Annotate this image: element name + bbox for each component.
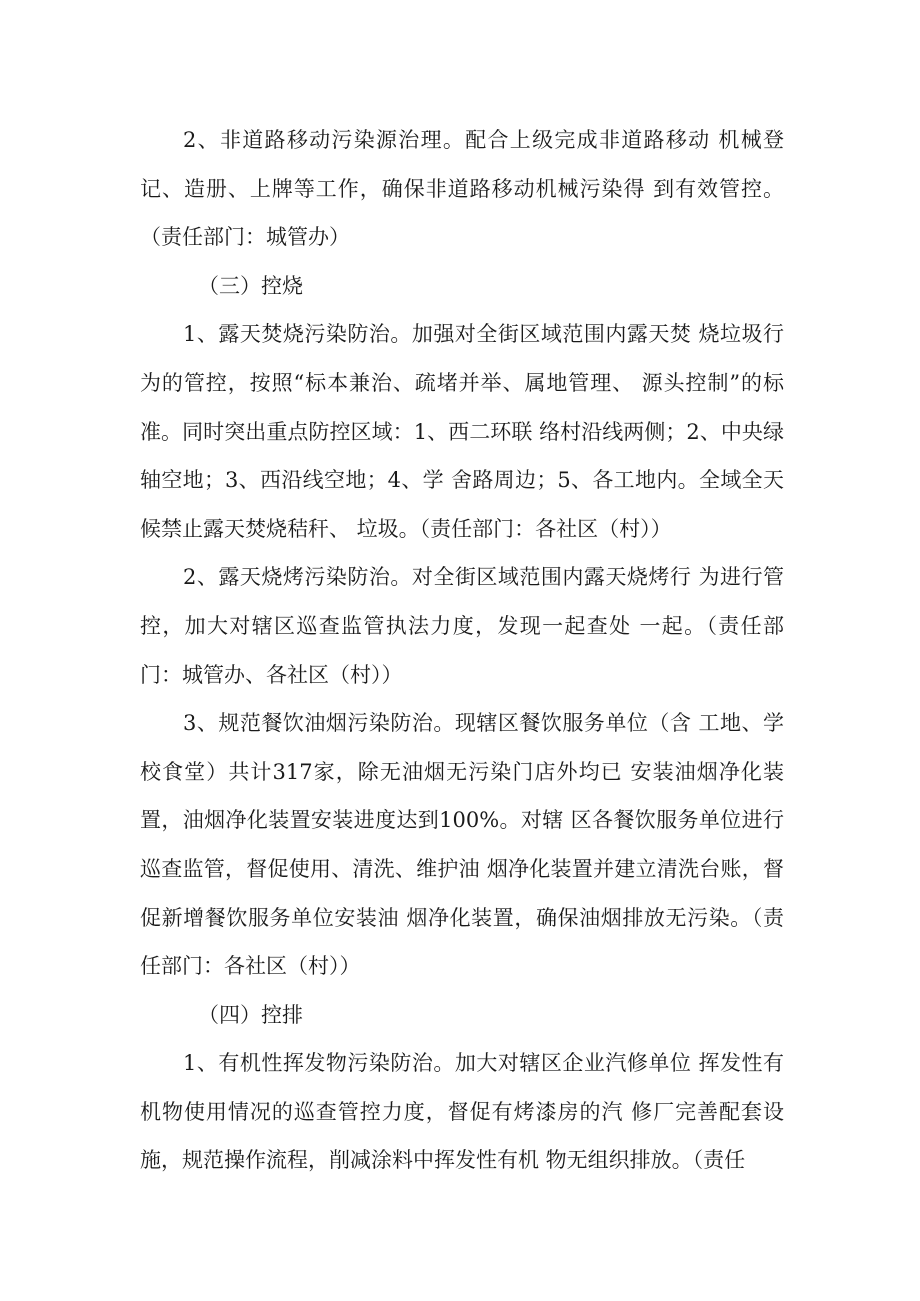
section-heading-control-emissions: （四）控排: [198, 1002, 303, 1027]
paragraph-open-burning: 1、露天焚烧污染防治。加强对全街区域范围内露天焚 烧垃圾行为的管控，按照“标本兼治、疏堵并举、属地管理、 源头控制”的标准。同时突出重点防控区域：1、西二环联 络村沿线两侧；2、中央绿轴空地；3、西沿线空地；4、学 舍路周边；5、各工地内。全域全天候禁止露天焚烧秸秆、 垃圾。（责任部门：各社区（村））: [140, 322, 784, 541]
section-heading-control-burning: （三）控烧: [198, 273, 303, 298]
paragraph-non-road-mobile: 2、非道路移动污染源治理。配合上级完成非道路移动 机械登记、造册、上牌等工作，确保非道路移动机械污染得 到有效管控。（责任部门：城管办）: [140, 128, 784, 250]
paragraph-open-bbq: 2、露天烧烤污染防治。对全街区域范围内露天烧烤行 为进行管控，加大对辖区巡查监管执法力度，发现一起查处 一起。（责任部门：城管办、各社区（村））: [140, 565, 784, 687]
paragraph-catering-fumes: 3、规范餐饮油烟污染防治。现辖区餐饮服务单位（含 工地、学校食堂）共计317家，除无油烟无污染门店外均已 安装油烟净化装置，油烟净化装置安装进度达到100%。对辖 区各餐饮服务单位进行巡查监管，督促使用、清洗、维护油 烟净化装置并建立清洗台账，督促新增餐饮服务单位安装油 烟净化装置，确保油烟排放无污染。（责任部门：各社区（村））: [140, 711, 784, 979]
document-page: [140, 116, 784, 1185]
paragraph-voc-control: 1、有机性挥发物污染防治。加大对辖区企业汽修单位 挥发性有机物使用情况的巡查管控力度，督促有烤漆房的汽 修厂完善配套设施，规范操作流程，削减涂料中挥发性有机 物无组织排放。（责任: [140, 1051, 784, 1173]
